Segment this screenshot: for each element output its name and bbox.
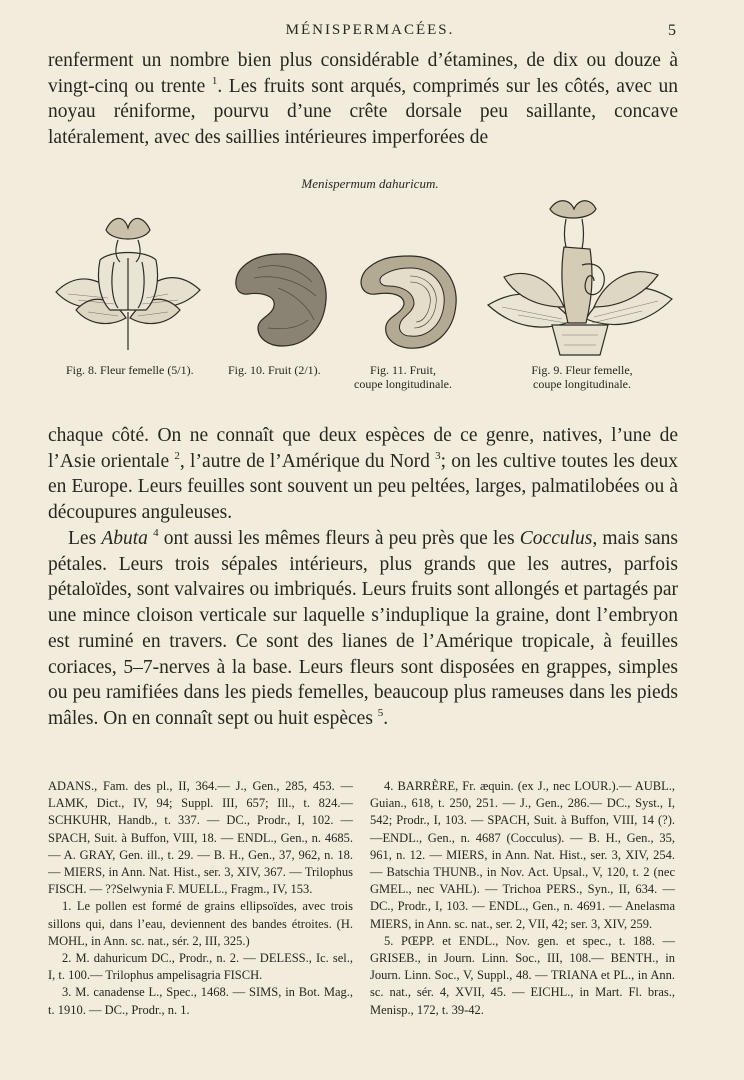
paragraph-2-text-a: chaque côté. On ne connaît que deux espèces de ce genre, natives, l’une de l’Asie orientale	[48, 425, 678, 472]
paragraph-1-text-b: . Les fruits sont arqués, comprimés sur les côtés, avec un noyau réniforme, pourvu d’une crête dorsale peu saillante, concave latéralement, avec des saillies intérieures imperforées de	[48, 75, 679, 149]
figure-title: Menispermum dahuricum.	[301, 176, 439, 191]
paragraph-2	[48, 423, 678, 526]
paragraph-3-text-c: , mais sans pétales. Leurs trois sépales intérieurs, plus grands que les autres, parfois pétaloïdes, sont valvaires ou imbriqués. Leurs fruits sont allongés et partagés par une mince cloison verticale sur laquelle s’induplique la graine, dont l’embryon est ruminé en travers. Ce sont des lianes de l’Amérique tropicale, à feuilles coriaces, 5–7-nerves à la base. Leurs fleurs sont disposées en grappes, simples ou peu ramifiées dans les pieds femelles, beaucoup plus rameuses dans les pieds mâles. On en connaît sept ou huit espèces	[48, 528, 679, 729]
paragraph-3-text-a: Les	[68, 528, 97, 549]
paragraph-2-text-c: ; on les cultive toutes les deux en Europe. Leurs feuilles sont souvent un peu peltées, larges, palmatilobées ou à découpures anguleuses.	[48, 450, 678, 524]
paragraph-1-text-a: renferment un nombre bien plus considérable d’étamines, de dix ou douze à vingt-cinq ou trente	[48, 50, 678, 97]
footnote-ref-5: 5	[377, 706, 384, 719]
paragraph-1	[48, 48, 678, 151]
paragraph-3-text-d: .	[383, 707, 389, 729]
caption-fig-9-line-2: coupe longitudinale.	[533, 377, 631, 391]
caption-fig-8: Fig. 8. Fleur femelle (5/1).	[66, 363, 194, 377]
footnote-5: 5. PŒPP. et ENDL., Nov. gen. et spec., t. 188. — GRISEB., in Journ. Linn. Soc., III, 108.— BENTH., in Journ. Linn. Soc., V, Suppl., 48. — TRIANA et PL., in Ann. sc. nat., sér. 4, XVII, 45. — EICHL., in Mart. Fl. bras., Menisp., 172, t. 39-42.	[370, 933, 675, 1017]
paragraph-3-text-b: ont aussi les mêmes fleurs à peu près que les	[163, 528, 515, 549]
footnote-4: 4. BARRÈRE, Fr. æquin. (ex J., nec LOUR.).— AUBL., Guian., 618, t. 250, 251. — J., Gen., 286.— DC., Syst., I, 542; Prodr., I, 103. — SPACH, Suit. à Buffon, VIII, 14 (?).—ENDL., Gen., n. 4687 (Cocculus). — B. H., Gen., 35, 961, n. 12. — MIERS, in Ann. Nat. Hist., ser. 3, XIV, 254. — Batschia THUNB., in Nov. Act. Upsal., V, 120, t. 2 (nec GMEL., nec VAHL). — Trichoa PERS., Syn., II, 634. — DC., Prodr., I, 103. — ENDL., Gen., n. 4691. — Anelasma MIERS, in Ann. sc. nat., ser. 2, VII, 42; ser. 3, XIV, 259.	[370, 779, 675, 931]
caption-fig-9	[512, 363, 652, 391]
caption-fig-11-line-2: coupe longitudinale.	[354, 377, 452, 391]
caption-fig-9-line-1: Fig. 9. Fleur femelle,	[531, 363, 633, 377]
fig-11-fruit-section-illustration	[352, 250, 464, 355]
page-number: 5	[668, 22, 676, 39]
footnote-ref-3: 3	[435, 449, 441, 462]
footnote-1: 1. Le pollen est formé de grains ellipsoïdes, avec trois sillons qui, dans l’eau, deviennent des bandes étroites. (H. MOHL, in Ann. sc. nat., sér. 2, III, 325.)	[48, 899, 353, 948]
footnote-ref-1: 1	[211, 74, 218, 87]
footnotes-right-column	[370, 778, 675, 1019]
footnote-genus-refs: ADANS., Fam. des pl., II, 364.— J., Gen., 285, 453. — LAMK, Dict., IV, 94; Suppl. III, 657; Ill., t. 824.— SCHKUHR, Handb., t. 337. — DC., Prodr., I, 102. — SPACH, Suit. à Buffon, VIII, 18. — ENDL., Gen., n. 4685. — A. GRAY, Gen. ill., t. 29. — B. H., Gen., 37, 962, n. 18. — MIERS, in Ann. Nat. Hist., ser. 3, XIV, 367. — Trilophus FISCH. — ??Selwynia F. MUELL., Fragm., IV, 153.	[48, 779, 353, 897]
footnotes-left-column	[48, 778, 353, 1019]
footnote-ref-4: 4	[153, 527, 159, 539]
running-header-title: MÉNISPERMACÉES.	[285, 22, 455, 38]
footnote-3: 3. M. canadense L., Spec., 1468. — SIMS, in Bot. Mag., t. 1910. — DC., Prodr., n. 1.	[48, 985, 353, 1017]
fig-9-flower-section-illustration	[482, 195, 677, 360]
fig-8-female-flower-illustration	[48, 200, 208, 355]
fig-10-fruit-illustration	[228, 248, 333, 353]
genus-abuta: Abuta	[101, 528, 148, 549]
caption-fig-10: Fig. 10. Fruit (2/1).	[228, 363, 321, 377]
paragraph-2-text-b: , l’autre de l’Amérique du Nord	[179, 450, 430, 472]
footnote-ref-2: 2	[174, 449, 180, 462]
paragraph-3	[48, 526, 678, 732]
footnote-2: 2. M. dahuricum DC., Prodr., n. 2. — DELESS., Ic. sel., I, t. 100.— Trilophus ampelisagria FISCH.	[48, 951, 353, 983]
caption-fig-11-line-1: Fig. 11. Fruit,	[370, 363, 436, 377]
genus-cocculus: Cocculus	[519, 528, 593, 549]
caption-fig-11	[338, 363, 468, 391]
